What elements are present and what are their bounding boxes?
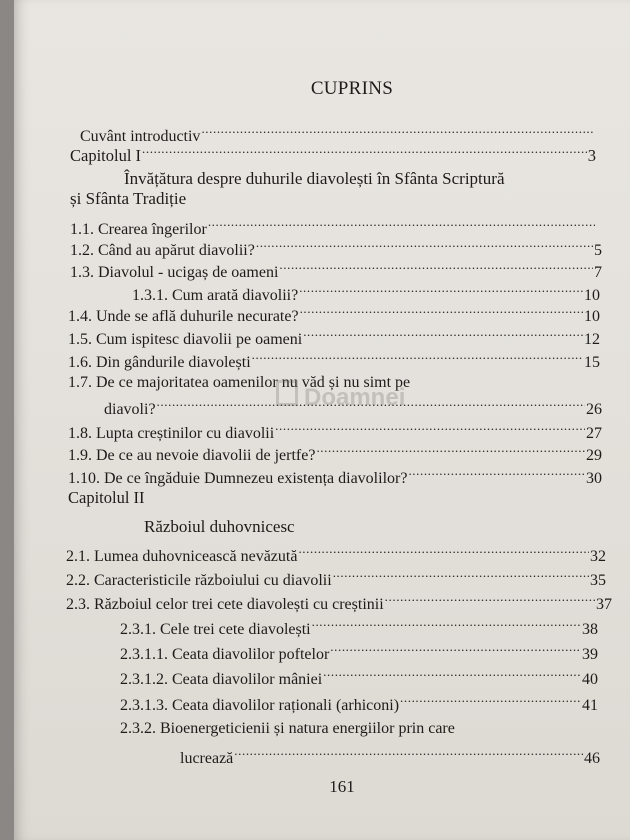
toc-entry-page: 41 (582, 697, 598, 714)
toc-entry-label: 2.3. Războiul celor trei cete diavolești cu creștinii (66, 596, 384, 613)
toc-entry-1-10 (68, 465, 602, 488)
toc-entry-page: 40 (582, 671, 598, 688)
dot-leader (298, 543, 589, 561)
toc-entry-page: 26 (586, 401, 602, 418)
toc-entry-label: lucrează (180, 750, 234, 767)
toc-entry-1-3-1 (132, 282, 600, 305)
toc-entry-label: 1.8. Lupta creștinilor cu diavolii (68, 425, 275, 442)
dot-leader (330, 641, 581, 659)
dot-leader (400, 692, 581, 710)
toc-entry-page: 5 (594, 242, 602, 259)
toc-entry-label: 2.3.1.1. Ceata diavolilor poftelor (120, 646, 330, 663)
toc-entry-1-6 (68, 349, 600, 372)
toc-entry-2-1 (66, 543, 606, 566)
toc-entry-page: 10 (584, 308, 600, 325)
toc-entry-2-3-1-1 (120, 641, 598, 664)
dot-leader (201, 123, 595, 141)
toc-entry-label: 2.2. Caracteristicile războiului cu diavolii (66, 572, 332, 589)
toc-entry-2-3-2 (180, 745, 600, 768)
toc-entry-label: 1.6. Din gândurile diavolești (68, 354, 251, 371)
toc-entry-page: 46 (584, 750, 600, 767)
dot-leader (408, 465, 585, 483)
dot-leader (256, 237, 593, 255)
dot-leader (142, 143, 587, 161)
toc-entry-1-9 (68, 442, 602, 465)
toc-entry-label: 1.4. Unde se află duhurile necurate? (68, 308, 299, 325)
toc-entry-label: 1.9. De ce au nevoie diavolii de jertfe? (68, 447, 316, 464)
toc-entry-label: 1.2. Când au apărut diavolii? (70, 242, 255, 259)
toc-entry-label: 2.3.1. Cele trei cete diavolești (120, 621, 311, 638)
toc-entry-page: 39 (582, 646, 598, 663)
toc-entry-page: 12 (584, 331, 600, 348)
dot-leader (275, 420, 585, 438)
toc-entry-2-2 (66, 567, 606, 590)
toc-entry-1-8 (68, 420, 602, 443)
toc-entry-page: 10 (584, 287, 600, 304)
toc-entry-2-3-1-3 (120, 692, 598, 715)
dot-leader (333, 567, 589, 585)
toc-entry-page: 35 (590, 572, 606, 589)
dot-leader (279, 259, 593, 277)
chapter-1-title-line-2: și Sfânta Tradiție (70, 189, 187, 208)
toc-entry-1-3 (70, 259, 602, 282)
toc-entry-label: diavoli? (104, 401, 156, 418)
toc-entry-2-3-1 (120, 616, 598, 639)
toc-entry-page: 27 (586, 425, 602, 442)
dot-leader (303, 326, 583, 344)
toc-entry-1-5 (68, 326, 600, 349)
dot-leader (312, 616, 581, 634)
dot-leader (157, 396, 585, 414)
toc-entry-page: 32 (590, 548, 606, 565)
toc-entry-1-1 (70, 216, 596, 239)
toc-entry-label: 2.1. Lumea duhovnicească nevăzută (66, 548, 298, 565)
chapter-1-title-line-1: Învățătura despre duhurile diavolești în Sfânta Scriptură (124, 169, 505, 188)
toc-entry-label: Cuvânt introductiv (80, 128, 201, 145)
toc-entry-capitolul-2: Capitolul II (68, 488, 145, 507)
toc-entry-label: 2.3.1.3. Ceata diavolilor raționali (arhiconi) (120, 697, 400, 714)
dot-leader (323, 666, 581, 684)
toc-entry-page: 30 (586, 470, 602, 487)
toc-entry-1-2 (70, 237, 602, 260)
dot-leader (252, 349, 583, 367)
dot-leader (316, 442, 585, 460)
toc-entry-label: 2.3.1.2. Ceata diavolilor mâniei (120, 671, 323, 688)
dot-leader (385, 591, 595, 609)
toc-entry-label: Capitolul I (70, 146, 142, 165)
toc-entry-2-3-1-2 (120, 666, 598, 689)
toc-entry-label: 1.5. Cum ispitesc diavolii pe oameni (68, 331, 303, 348)
toc-entry-page: 37 (596, 596, 612, 613)
watermark-text: Doamnei (304, 384, 406, 411)
chapter-2-title: Războiul duhovnicesc (144, 517, 295, 536)
toc-entry-page: 15 (584, 354, 600, 371)
toc-entry-1-7 (104, 396, 602, 419)
dot-leader (300, 303, 583, 321)
toc-entry-page: 7 (594, 264, 602, 281)
dot-leader (208, 216, 595, 234)
toc-entry-page: 3 (587, 146, 596, 165)
toc-entry-label: 1.3.1. Cum arată diavolii? (132, 287, 299, 304)
toc-entry-label: 1.3. Diavolul - ucigaș de oameni (70, 264, 279, 281)
toc-entry-page: 38 (582, 621, 598, 638)
page-title: CUPRINS (310, 78, 394, 99)
toc-entry-page: 29 (586, 447, 602, 464)
dot-leader (299, 282, 583, 300)
book-page (14, 0, 630, 840)
dot-leader (234, 745, 583, 763)
toc-entry-2-3-2-line-1: 2.3.2. Bioenergeticienii și natura energiilor prin care (120, 720, 455, 737)
toc-entry-1-4 (68, 303, 600, 326)
toc-entry-1-7-line-1: 1.7. De ce majoritatea oamenilor nu văd și nu simt pe (68, 374, 411, 391)
toc-entry-capitolul-1 (70, 143, 596, 165)
toc-entry-2-3 (66, 591, 612, 614)
toc-entry-label: 1.10. De ce îngăduie Dumnezeu existența diavolilor? (68, 470, 408, 487)
toc-entry-label: 1.1. Crearea îngerilor (70, 221, 207, 238)
page-number: 161 (329, 777, 355, 796)
